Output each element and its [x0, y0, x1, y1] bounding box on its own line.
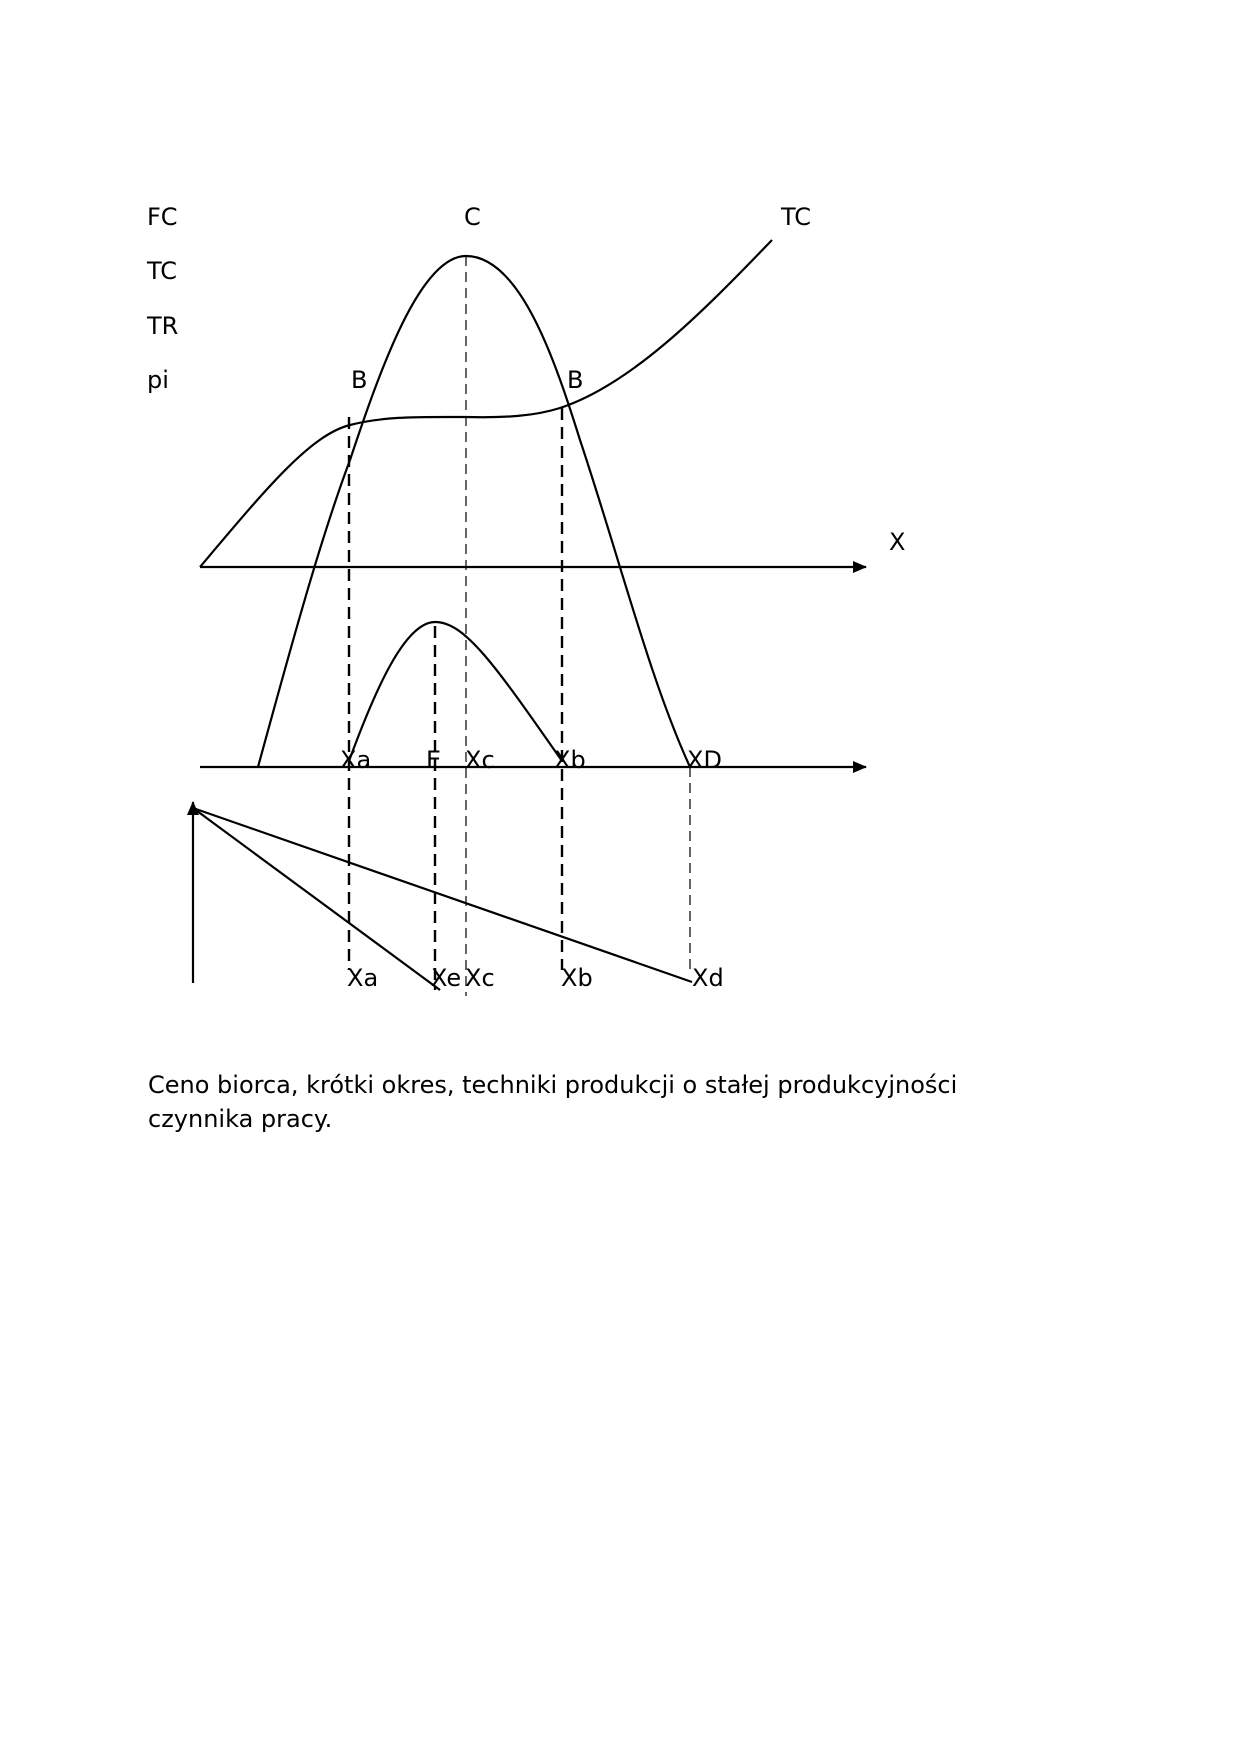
bottom-line-to-xe — [193, 808, 440, 990]
profit-label-e: E — [426, 746, 442, 774]
bottom-label-xb: Xb — [561, 964, 593, 992]
label-c-peak: C — [464, 203, 481, 231]
label-b-right: B — [567, 366, 584, 394]
profit-label-xc: Xc — [465, 746, 495, 774]
label-x-axis: X — [889, 528, 906, 556]
profit-curve — [349, 622, 562, 761]
label-tr: TR — [147, 312, 179, 340]
tc-curve — [200, 240, 772, 567]
caption — [148, 1068, 1048, 1136]
bottom-label-xc: Xc — [465, 964, 495, 992]
caption-line-1: Ceno biorca, krótki okres, techniki produkcji o stałej produkcyjności — [148, 1071, 958, 1099]
label-pi: pi — [147, 366, 169, 394]
caption-line-2: czynnika pracy. — [148, 1105, 333, 1133]
bottom-label-xe: Xe — [431, 964, 462, 992]
label-fc: FC — [147, 203, 178, 231]
label-tc-axis: TC — [147, 257, 178, 285]
profit-label-xd: XD — [687, 746, 722, 774]
profit-label-xa: Xa — [340, 746, 372, 774]
label-b-left: B — [351, 366, 368, 394]
bottom-line-to-xd — [193, 808, 692, 982]
label-tc-curve: TC — [781, 203, 812, 231]
tr-curve — [258, 256, 690, 767]
bottom-label-xd: Xd — [692, 964, 724, 992]
profit-label-xb: Xb — [554, 746, 586, 774]
bottom-label-xa: Xa — [347, 964, 379, 992]
